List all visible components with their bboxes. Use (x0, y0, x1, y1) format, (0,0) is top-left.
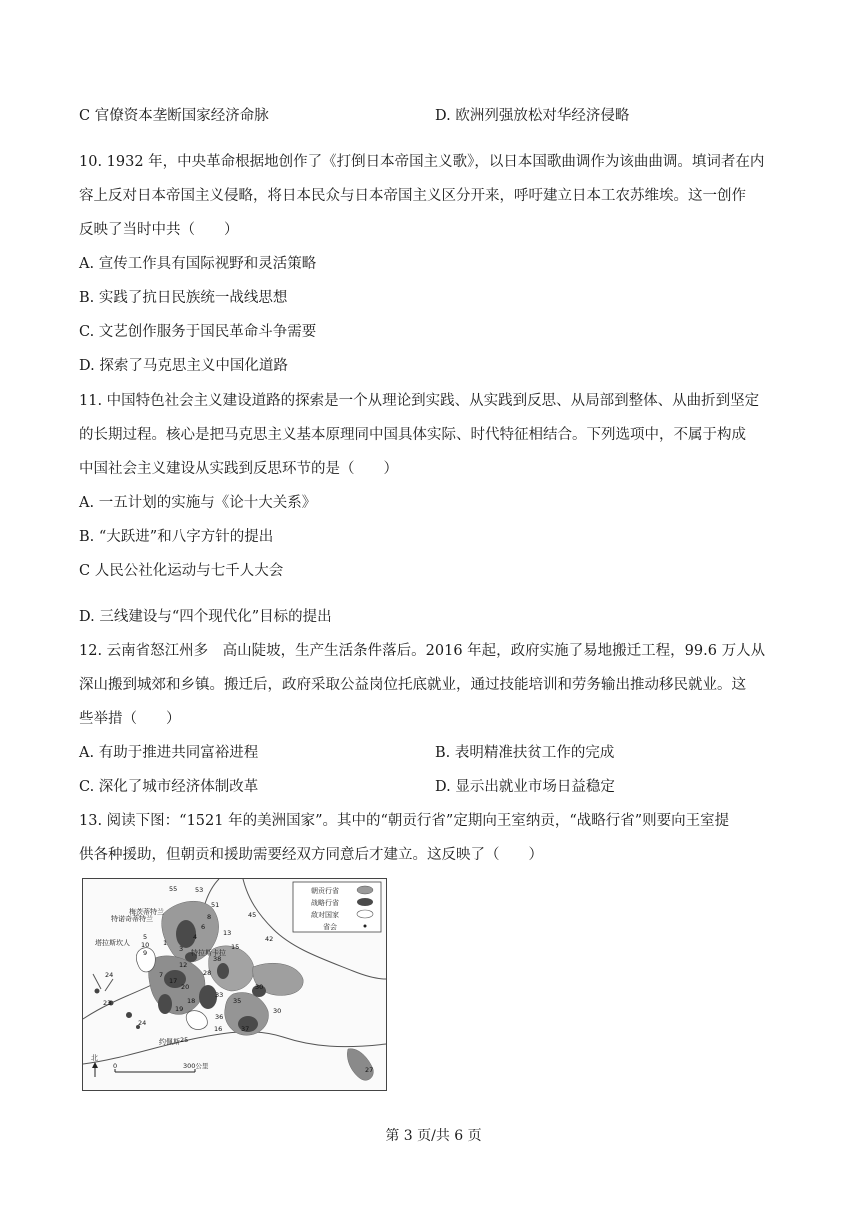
q12-option-b: B. 表明精准扶贫工作的完成 (435, 745, 615, 761)
page-footer: 第 3 页/共 6 页 (385, 1128, 482, 1144)
province-number: 16 (214, 1025, 223, 1033)
q10-stem-line: 容上反对日本帝国主义侵略，将日本民众与日本帝国主义区分开来，呼吁建立日本工农苏维埃。这一创作 (79, 188, 746, 204)
province-number: 55 (169, 885, 178, 893)
province-number: 51 (211, 901, 220, 909)
province-number: 23 (103, 999, 112, 1007)
legend-label: 战略行省 (311, 899, 339, 907)
province-number: 36 (215, 1013, 224, 1021)
province-region (217, 963, 229, 979)
q12-option-c: C. 深化了城市经济体制改革 (79, 779, 259, 795)
province-number: 53 (195, 886, 204, 894)
province-number: 42 (265, 935, 274, 943)
legend-swatch-tribute (357, 886, 373, 894)
province-number: 15 (231, 943, 240, 951)
place-label: 特拉斯卡拉 (191, 949, 226, 957)
place-label: 梅茨蒂特兰 (129, 908, 164, 916)
q11-option-d: D. 三线建设与“四个现代化”目标的提出 (79, 609, 332, 625)
q10-option-d: D. 探索了马克思主义中国化道路 (79, 358, 288, 374)
province-number: 45 (248, 911, 257, 919)
province-number: 30 (273, 1007, 282, 1015)
q12-stem-line: 12. 云南省怒江州多 高山陡坡，生产生活条件落后。2016 年起，政府实施了易地搬迁工程，99.6 万人从 (79, 643, 766, 659)
province-number: 35 (233, 997, 242, 1005)
province-number: 5 (143, 933, 148, 941)
q11-stem-line: 的长期过程。核心是把马克思主义基本原理同中国具体实际、时代特征相结合。下列选项中，不属于构成 (79, 427, 746, 443)
province-number: 37 (241, 1025, 250, 1033)
province-number: 17 (169, 977, 178, 985)
legend-swatch-capital (364, 925, 367, 928)
province-number: 9 (143, 949, 148, 957)
coastline (83, 1032, 386, 1064)
q11-stem-line: 中国社会主义建设从实践到反思环节的是（ ） (79, 461, 398, 477)
svg-text:北: 北 (91, 1054, 98, 1062)
svg-text:300公里: 300公里 (183, 1062, 209, 1070)
province-number: 7 (159, 971, 164, 979)
province-number: 20 (181, 983, 190, 991)
province-number: 24 (138, 1019, 147, 1027)
province-number: 6 (201, 923, 206, 931)
province-number: 24 (105, 971, 114, 979)
q10-option-b: B. 实践了抗日民族统一战线思想 (79, 290, 288, 306)
q10-option-c: C. 文艺创作服务于国民革命斗争需要 (79, 324, 317, 340)
scale-bar (113, 1062, 209, 1072)
q13-stem-line: 供各种援助，但朝贡和援助需要经双方同意后才建立。这反映了（ ） (79, 847, 543, 863)
coastal-province (95, 989, 100, 994)
province-number: 3 (179, 945, 184, 953)
province-number: 28 (203, 969, 212, 977)
q11-option-c: C 人民公社化运动与七千人大会 (79, 563, 284, 579)
province-region (158, 994, 172, 1014)
map-figure (82, 878, 387, 1091)
province-number: 38 (213, 955, 222, 963)
enemy-state (186, 1011, 207, 1030)
legend-swatch-strategic (357, 898, 373, 906)
north-arrow (91, 1053, 98, 1077)
place-label: 塔拉斯坎人 (95, 939, 130, 947)
q10-option-a: A. 宣传工作具有国际视野和灵活策略 (79, 256, 317, 272)
q11-option-a: A. 一五计划的实施与《论十大关系》 (79, 495, 317, 511)
province-number: 33 (215, 991, 224, 999)
province-number: 18 (187, 997, 196, 1005)
legend-swatch-enemy (357, 910, 373, 918)
legend-label: 省会 (323, 923, 337, 931)
q9-option-d: D. 欧洲列强放松对华经济侵略 (435, 108, 630, 124)
q11-stem-line: 11. 中国特色社会主义建设道路的探索是一个从理论到实践、从实践到反思、从局部到整体、从曲折到坚定 (79, 393, 760, 409)
legend-label: 敌对国家 (311, 911, 339, 919)
q13-stem-line: 13. 阅读下图：“1521 年的美洲国家”。其中的“朝贡行省”定期向王室纳贡，“战略行省”则要向王室提 (79, 813, 730, 829)
province-number: 1 (163, 939, 168, 947)
province-number: 27 (365, 1066, 374, 1074)
q12-option-a: A. 有助于推进共同富裕进程 (79, 745, 259, 761)
map-svg (83, 879, 386, 1090)
province-number: 13 (223, 929, 232, 937)
province-number: 4 (193, 933, 198, 941)
province-number: 10 (141, 941, 150, 949)
province-number: 12 (179, 961, 188, 969)
q12-option-d: D. 显示出就业市场日益稳定 (435, 779, 615, 795)
province-number: 30 (255, 983, 264, 991)
q9-option-c: C 官僚资本垄断国家经济命脉 (79, 108, 269, 124)
q11-option-b: B. “大跃进”和八字方针的提出 (79, 529, 274, 545)
province-number: 8 (207, 913, 212, 921)
q10-stem-line: 10. 1932 年，中央革命根据地创作了《打倒日本帝国主义歌》，以日本国歌曲调作为该曲曲调。填词者在内 (79, 154, 765, 170)
coastal-province (126, 1012, 132, 1018)
province-number: 25 (180, 1036, 189, 1044)
q12-stem-line: 些举措（ ） (79, 711, 181, 727)
legend-label: 朝贡行省 (311, 887, 339, 895)
svg-text:0: 0 (113, 1062, 118, 1070)
place-label: 特诺奇蒂特兰 (111, 915, 153, 923)
province-region (347, 1049, 373, 1081)
q10-stem-line: 反映了当时中共（ ） (79, 222, 239, 238)
map-legend (293, 882, 381, 932)
place-label: 约佩斯 (159, 1038, 180, 1046)
q12-stem-line: 深山搬到城郊和乡镇。搬迁后，政府采取公益岗位托底就业，通过技能培训和劳务输出推动移民就业。这 (79, 677, 746, 693)
province-number: 19 (175, 1005, 184, 1013)
